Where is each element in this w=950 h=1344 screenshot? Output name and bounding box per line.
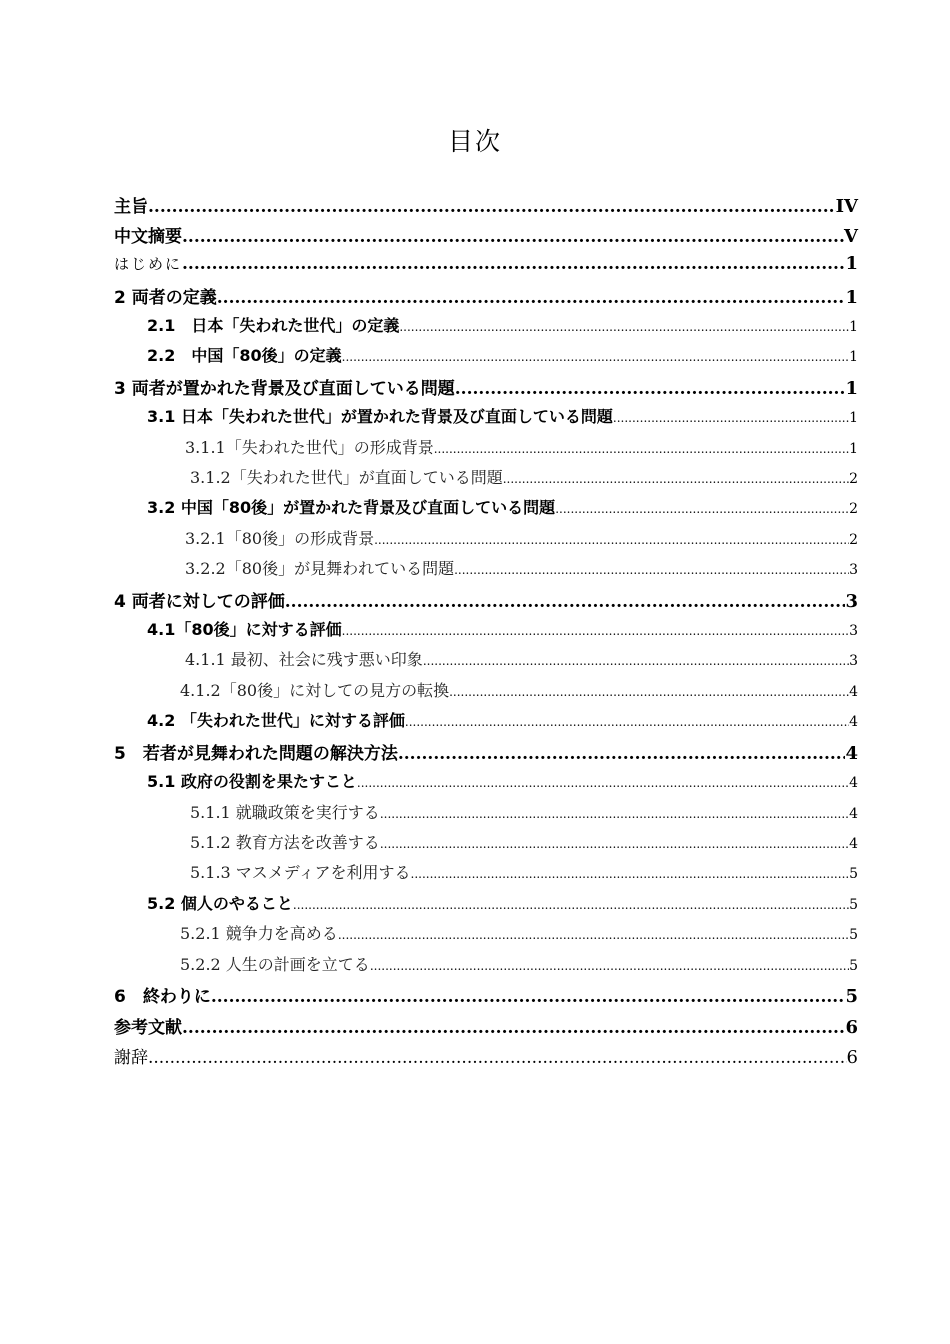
toc-entry-label: 2.1 日本「失われた世代」の定義 [147, 316, 400, 335]
toc-leader-dots [370, 959, 849, 973]
toc-entry-label: 5.1.1 就職政策を実行する [190, 803, 380, 822]
toc-entry-section-3-2-1[interactable] [185, 526, 858, 556]
toc-leader-dots [338, 928, 849, 942]
toc-page-number: 2 [849, 471, 858, 487]
toc-leader-dots [182, 227, 844, 247]
toc-entry-label: 5.1.3 マスメディアを利用する [190, 863, 411, 882]
toc-entry-section-4-1[interactable] [147, 617, 858, 647]
toc-entry-chapter-5[interactable] [114, 739, 858, 769]
toc-entry-label: 主旨 [114, 197, 148, 217]
toc-page-number: 4 [849, 684, 858, 700]
toc-leader-dots [405, 715, 849, 729]
toc-entry-section-5-1-2[interactable] [190, 830, 858, 860]
toc-leader-dots [148, 1048, 847, 1068]
toc-leader-dots [148, 197, 836, 217]
toc-leader-dots [455, 379, 846, 399]
toc-entry-section-5-1-1[interactable] [190, 800, 858, 830]
toc-leader-dots [211, 987, 846, 1007]
toc-page-number: 6 [846, 1047, 858, 1068]
toc-page-number: 5 [849, 897, 858, 913]
toc-leader-dots [182, 254, 845, 274]
toc-page-number: 1 [845, 253, 858, 274]
toc-page-number: 2 [849, 532, 858, 548]
toc-page-number: 1 [849, 319, 858, 335]
toc-page-number: 1 [849, 410, 858, 426]
toc-entry-label: 4.2 「失われた世代」に対する評価 [147, 711, 405, 730]
toc-page-number: 5 [849, 958, 858, 974]
toc-entry-label: 参考文献 [114, 1018, 182, 1038]
toc-entry-label: 3.1.2「失われた世代」が直面している問題 [190, 468, 503, 487]
toc-entry-label: 5.2.1 競争力を高める [180, 924, 338, 943]
toc-entry-section-4-2[interactable] [147, 708, 858, 738]
toc-entry-chapter-2[interactable] [114, 283, 858, 313]
toc-entry-label: 3 両者が置かれた背景及び直面している問題 [114, 379, 455, 399]
toc-entry-section-5-1-3[interactable] [190, 860, 858, 890]
toc-page-number: 1 [845, 287, 858, 308]
toc-page-number: 5 [849, 866, 858, 882]
toc-leader-dots [503, 472, 849, 486]
toc-entry-references[interactable] [114, 1013, 858, 1043]
toc-entry-label: 3.1 日本「失われた世代」が置かれた背景及び直面している問題 [147, 407, 613, 426]
toc-leader-dots [380, 807, 849, 821]
toc-leader-dots [423, 654, 849, 668]
toc-entry-label: 4.1「80後」に対する評価 [147, 620, 342, 639]
toc-entry-section-3-1-1[interactable] [185, 435, 858, 465]
toc-page-number: 1 [849, 349, 858, 365]
toc-entry-section-3-1-2[interactable] [190, 465, 858, 495]
toc-page-number: 1 [845, 378, 858, 399]
toc-entry-section-2-2[interactable] [147, 343, 858, 373]
toc-page-number: 6 [845, 1017, 858, 1038]
toc-entry-chapter-4[interactable] [114, 587, 858, 617]
toc-entry-acknowledgements[interactable] [114, 1043, 858, 1073]
toc-page-number: 4 [845, 743, 858, 764]
toc-entry-label: 中文摘要 [114, 227, 182, 247]
toc-entry-label: 2.2 中国「80後」の定義 [147, 346, 342, 365]
toc-entry-section-3-2-2[interactable] [185, 556, 858, 586]
toc-page-number: 4 [849, 714, 858, 730]
toc-leader-dots [217, 288, 846, 308]
toc-entry-label: 4.1.1 最初、社会に残す悪い印象 [185, 650, 423, 669]
toc-entry-label: 3.2.2「80後」が見舞われている問題 [185, 559, 455, 578]
toc-entry-introduction[interactable] [114, 253, 858, 283]
toc-entry-chapter-6[interactable] [114, 982, 858, 1012]
toc-entry-section-3-2[interactable] [147, 495, 858, 525]
toc-entry-label: はじめに [114, 255, 183, 273]
toc-page-number: 3 [849, 653, 858, 669]
toc-entry-section-4-1-1[interactable] [185, 647, 858, 677]
toc-page-number: 4 [849, 836, 858, 852]
toc-leader-dots [374, 533, 849, 547]
toc-title: 目次 [447, 127, 502, 156]
toc-entry-label: 2 両者の定義 [114, 288, 217, 308]
toc-leader-dots [411, 867, 850, 881]
toc-page-number: 2 [849, 501, 858, 517]
toc-page-number: 1 [849, 441, 858, 457]
toc-page-number: 5 [849, 927, 858, 943]
toc-entry-section-3-1[interactable] [147, 404, 858, 434]
toc-page-number: 3 [849, 623, 858, 639]
toc-page-number: 3 [845, 591, 858, 612]
toc-leader-dots [555, 502, 849, 516]
toc-page-number: 5 [845, 986, 858, 1007]
toc-leader-dots [293, 898, 849, 912]
toc-entry-label: 4.1.2「80後」に対しての見方の転換 [180, 681, 450, 700]
toc-entry-label: 5.1 政府の役割を果たすこと [147, 772, 357, 791]
toc-leader-dots [449, 685, 849, 699]
toc-leader-dots [399, 320, 849, 334]
toc-entry-section-5-1[interactable] [147, 769, 858, 799]
toc-page-number: 4 [849, 806, 858, 822]
toc-entry-label: 謝辞 [114, 1048, 148, 1068]
toc-entry-section-5-2-1[interactable] [180, 921, 858, 951]
toc-leader-dots [454, 563, 849, 577]
toc-entry-label: 4 両者に対しての評価 [114, 592, 285, 612]
toc-entry-chinese-abstract[interactable] [114, 222, 858, 252]
toc-entry-label: 3.1.1「失われた世代」の形成背景 [185, 438, 434, 457]
toc-page-number: 4 [849, 775, 858, 791]
toc-entry-label: 5.2 個人のやること [147, 894, 293, 913]
toc-leader-dots [342, 624, 849, 638]
toc-entry-section-2-1[interactable] [147, 313, 858, 343]
toc-leader-dots [613, 411, 849, 425]
toc-leader-dots [342, 350, 849, 364]
toc-leader-dots [357, 776, 849, 790]
toc-entry-section-5-2-2[interactable] [180, 952, 858, 982]
toc-page-number: 3 [849, 562, 858, 578]
toc-leader-dots [285, 592, 846, 612]
toc-entry-label: 3.2 中国「80後」が置かれた背景及び直面している問題 [147, 498, 556, 517]
toc-leader-dots [182, 1018, 845, 1038]
toc-leader-dots [434, 442, 849, 456]
toc-entry-label: 5.2.2 人生の計画を立てる [180, 955, 370, 974]
toc-entry-label: 5 若者が見舞われた問題の解決方法 [114, 744, 398, 764]
toc-entry-preface[interactable] [114, 192, 858, 222]
toc-page-number: IV [835, 196, 858, 217]
toc-entry-label: 5.1.2 教育方法を改善する [190, 833, 380, 852]
toc-entry-section-5-2[interactable] [147, 891, 858, 921]
toc-entry-chapter-3[interactable] [114, 374, 858, 404]
toc-leader-dots [380, 837, 849, 851]
toc-page-number: V [844, 226, 858, 247]
toc-entry-label: 3.2.1「80後」の形成背景 [185, 529, 375, 548]
toc-leader-dots [398, 744, 846, 764]
toc-entry-section-4-1-2[interactable] [180, 678, 858, 708]
toc-entry-label: 6 終わりに [114, 987, 211, 1007]
